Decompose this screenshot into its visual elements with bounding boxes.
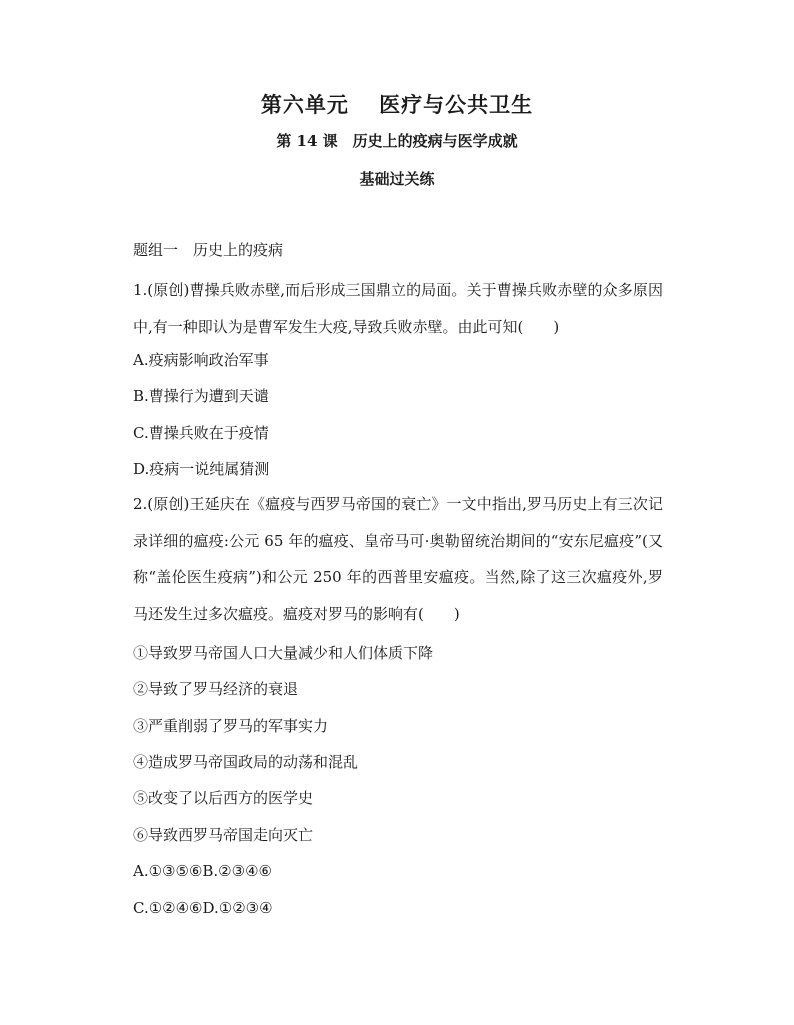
question-2-stem: 2.(原创)王延庆在《瘟疫与西罗马帝国的衰亡》一文中指出,罗马历史上有三次记录详细的瘟疫:公元 65 年的瘟疫、皇帝马可·奥勒留统治期间的“安东尼瘟疫”(又称“盖伦医生疫病”)和公元 250 年的西普里安瘟疫。当然,除了这三次瘟疫外,罗马还发生过多次瘟疫。瘟疫对罗马的影响有( ) xyxy=(133,495,663,623)
question-1-option-d: D.疫病一说纯属猜测 xyxy=(133,460,270,478)
question-1-option-b: B.曹操行为遭到天谴 xyxy=(133,387,269,405)
question-2-item-1: ①导致罗马帝国人口大量减少和人们体质下降 xyxy=(133,644,434,662)
question-1-option-c: C.曹操兵败在于疫情 xyxy=(133,424,269,442)
question-2-item-3: ③严重削弱了罗马的军事实力 xyxy=(133,717,329,735)
question-2-item-4: ④造成罗马帝国政局的动荡和混乱 xyxy=(133,753,359,771)
question-2-options-row-2: C.①②④⑥D.①②③④ xyxy=(133,899,273,917)
question-2-item-5: ⑤改变了以后西方的医学史 xyxy=(133,789,314,807)
group-title: 题组一 历史上的疫病 xyxy=(133,241,284,259)
lesson-title: 第 14 课 历史上的疫病与医学成就 xyxy=(276,132,518,150)
question-1-option-a: A.疫病影响政治军事 xyxy=(133,351,269,369)
question-2-options-row-1: A.①③⑤⑥B.②③④⑥ xyxy=(133,862,272,880)
unit-title: 第六单元 医疗与公共卫生 xyxy=(260,92,534,117)
question-1-stem: 1.(原创)曹操兵败赤壁,而后形成三国鼎立的局面。关于曹操兵败赤壁的众多原因中,有一种即认为是曹军发生大疫,导致兵败赤壁。由此可知( ) xyxy=(133,281,663,336)
practice-title: 基础过关练 xyxy=(359,170,435,188)
question-2-item-2: ②导致了罗马经济的衰退 xyxy=(133,680,299,698)
question-2-item-6: ⑥导致西罗马帝国走向灭亡 xyxy=(133,826,314,844)
